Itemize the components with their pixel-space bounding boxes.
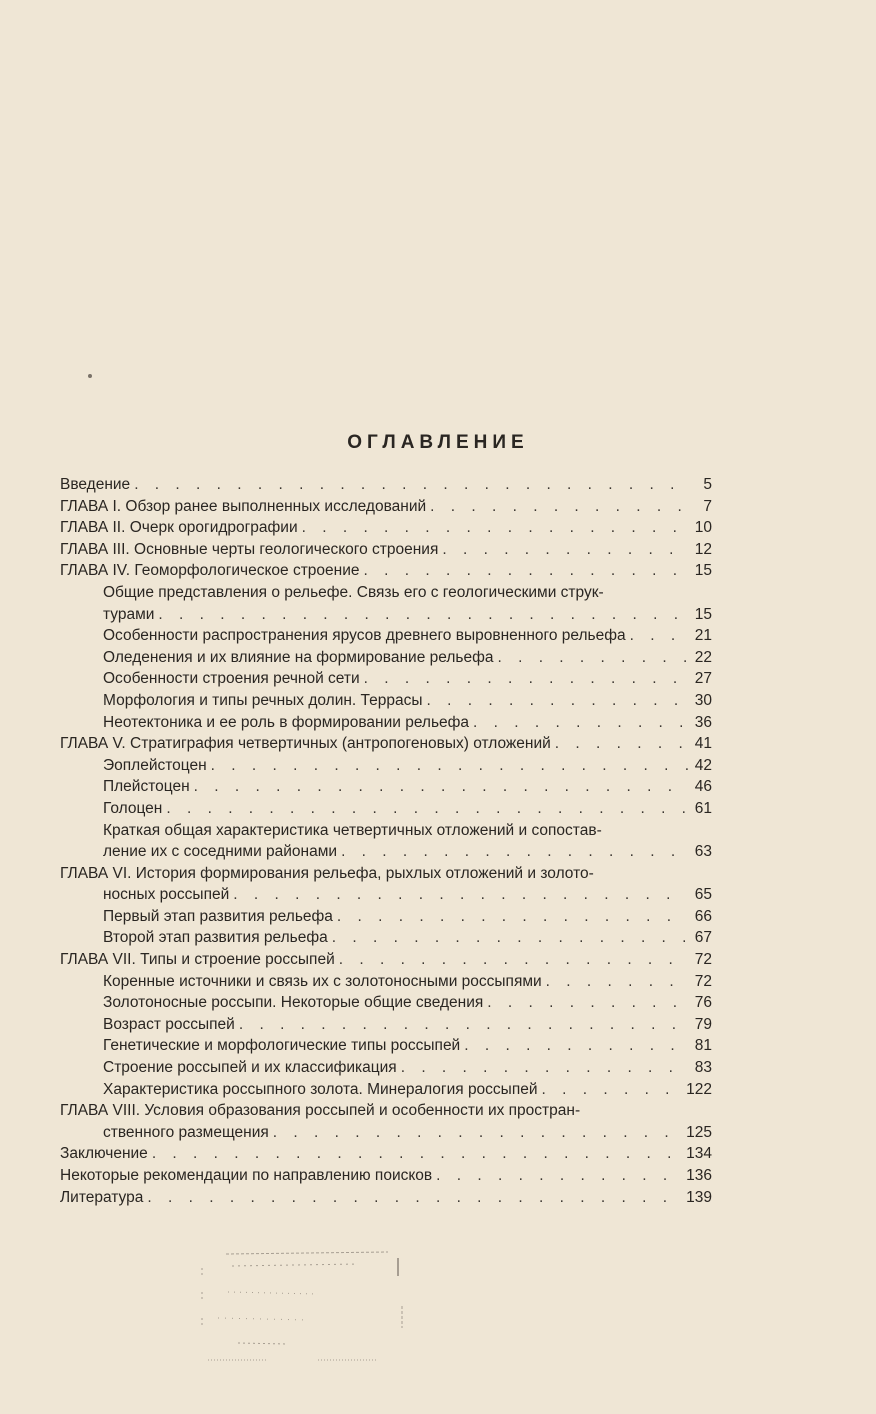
toc-entry[interactable] <box>60 733 712 755</box>
toc-page-number: 30 <box>694 691 712 709</box>
toc-entry[interactable] <box>60 625 712 647</box>
toc-entry[interactable] <box>60 604 712 626</box>
toc-page-number: 15 <box>694 605 712 623</box>
toc-entry[interactable] <box>60 1165 712 1187</box>
toc-entry[interactable] <box>60 906 712 928</box>
toc-entry-text: Литература <box>60 1188 144 1206</box>
toc-page-number: 22 <box>694 648 712 666</box>
toc-page-number: 42 <box>694 756 712 774</box>
toc-entry[interactable] <box>60 647 712 669</box>
toc-entry-text: ственного размещения <box>103 1123 269 1141</box>
toc-entry-text: Особенности распространения ярусов древнего выровненного рельефа <box>103 627 626 645</box>
dot-leader <box>332 927 688 949</box>
toc-page-number: 7 <box>703 497 712 515</box>
dot-leader <box>427 690 689 712</box>
toc-entry-first-line[interactable]: ГЛАВА VIII. Условия образования россыпей и особенности их простран- <box>60 1102 581 1120</box>
toc-page-number: 81 <box>694 1037 712 1055</box>
dot-leader <box>546 971 688 993</box>
toc-entry[interactable] <box>60 776 712 798</box>
toc-entry-text: носных россыпей <box>103 886 230 904</box>
toc-page-number: 134 <box>686 1145 712 1163</box>
toc-page-number: 79 <box>694 1015 712 1033</box>
toc-entry[interactable] <box>60 949 712 971</box>
toc-page-number: 83 <box>694 1059 712 1077</box>
dot-leader <box>194 776 688 798</box>
toc-page-number: 10 <box>694 519 712 537</box>
toc-entry-first-line[interactable]: Краткая общая характеристика четвертичных отложений и сопостав- <box>103 821 602 839</box>
toc-page-number: 21 <box>694 627 712 645</box>
toc-page-number: 65 <box>694 886 712 904</box>
toc-entry-text: Некоторые рекомендации по направлению поисков <box>60 1167 433 1184</box>
toc-entry[interactable] <box>60 841 712 863</box>
toc-entry[interactable] <box>60 1057 712 1079</box>
dot-leader <box>401 1057 688 1079</box>
toc-entry[interactable] <box>60 474 712 496</box>
ink-speck <box>88 374 92 378</box>
dot-leader <box>630 625 688 647</box>
dot-leader <box>430 496 688 518</box>
toc-page-number: 15 <box>694 562 712 580</box>
toc-entry[interactable] <box>60 1035 712 1057</box>
toc-entry[interactable] <box>60 539 712 561</box>
dot-leader <box>436 1165 682 1187</box>
dot-leader <box>134 474 688 496</box>
dot-leader <box>233 884 688 906</box>
toc-entry[interactable] <box>60 971 712 993</box>
toc-entry-text: Возраст россыпей <box>103 1015 235 1033</box>
toc-entry-text: Первый этап развития рельефа <box>103 907 333 925</box>
toc-page-number: 67 <box>694 929 712 947</box>
toc-entry-text: Морфология и типы речных долин. Террасы <box>103 691 423 709</box>
toc-entry-text: Заключение <box>60 1145 148 1163</box>
toc-entry[interactable] <box>60 1122 712 1144</box>
toc-entry[interactable] <box>60 712 712 734</box>
dot-leader <box>442 539 688 561</box>
toc-entry[interactable] <box>60 496 712 518</box>
toc-entry[interactable] <box>60 560 712 582</box>
toc-entry-text: ление их с соседними районами <box>103 843 338 861</box>
toc-entry[interactable] <box>60 927 712 949</box>
dot-leader <box>341 841 688 863</box>
dot-leader <box>542 1079 683 1101</box>
dot-leader <box>273 1122 682 1144</box>
dot-leader <box>497 647 688 669</box>
toc-entry-text: Золотоносные россыпи. Некоторые общие сведения <box>103 994 484 1012</box>
toc-page-number: 136 <box>686 1167 712 1184</box>
toc-entry[interactable] <box>60 1187 712 1209</box>
dot-leader <box>464 1035 688 1057</box>
toc-page-number: 76 <box>694 994 712 1012</box>
toc-page-number: 139 <box>686 1188 712 1206</box>
toc-entry-text: Второй этап развития рельефа <box>103 929 328 947</box>
toc-entry-text: ГЛАВА VII. Типы и строение россыпей <box>60 951 335 969</box>
toc-page-number: 36 <box>694 713 712 731</box>
dot-leader <box>152 1143 682 1165</box>
toc-page-number: 72 <box>694 972 712 990</box>
toc-page-number: 61 <box>694 799 712 817</box>
dot-leader <box>211 755 688 777</box>
toc-page-number: 12 <box>694 540 712 558</box>
toc-entry[interactable] <box>60 755 712 777</box>
toc-entry-text: Эоплейстоцен <box>103 756 207 774</box>
dot-leader <box>487 992 688 1014</box>
toc-entry-text: Строение россыпей и их классификация <box>103 1059 397 1077</box>
dot-leader <box>158 604 688 626</box>
toc-page-number: 41 <box>694 735 712 753</box>
toc-entry-text: ГЛАВА II. Очерк орогидрографии <box>60 519 298 537</box>
toc-page-number: 72 <box>694 951 712 969</box>
toc-entry-first-line[interactable]: ГЛАВА VI. История формирования рельефа, рыхлых отложений и золото- <box>60 864 594 882</box>
dot-leader <box>147 1187 682 1209</box>
toc-entry-text: Введение <box>60 476 131 493</box>
toc-entry-text: ГЛАВА I. Обзор ранее выполненных исследований <box>60 497 427 515</box>
toc-entry[interactable] <box>60 517 712 539</box>
toc-page-number: 122 <box>686 1080 712 1098</box>
toc-entry-text: Неотектоника и ее роль в формировании рельефа <box>103 713 470 731</box>
dot-leader <box>364 560 688 582</box>
toc-page-number: 125 <box>686 1123 712 1141</box>
toc-entry-text: Голоцен <box>103 799 163 817</box>
dot-leader <box>364 668 688 690</box>
toc-page-number: 63 <box>694 843 712 861</box>
toc-page-number: 66 <box>694 907 712 925</box>
toc-entry-text: ГЛАВА III. Основные черты геологического строения <box>60 540 439 558</box>
dot-leader <box>337 906 688 928</box>
toc-entry-text: Коренные источники и связь их с золотоносными россыпями <box>103 972 542 990</box>
toc-page-number: 46 <box>694 778 712 796</box>
toc-entry-text: ГЛАВА IV. Геоморфологическое строение <box>60 562 360 580</box>
toc-entry[interactable] <box>60 1143 712 1165</box>
toc-entry-text: Плейстоцен <box>103 778 190 796</box>
toc-entry[interactable] <box>60 884 712 906</box>
toc-entry-text: ГЛАВА V. Стратиграфия четвертичных (антропогеновых) отложений <box>60 735 551 753</box>
dot-leader <box>166 798 688 820</box>
page-title: ОГЛАВЛЕНИЕ <box>347 432 529 453</box>
table-of-contents <box>60 474 712 1208</box>
toc-entry-text: Характеристика россыпного золота. Минералогия россыпей <box>103 1080 538 1098</box>
dot-leader <box>555 733 688 755</box>
toc-entry[interactable] <box>60 992 712 1014</box>
toc-entry-text: турами <box>103 605 155 623</box>
toc-entry[interactable] <box>60 690 712 712</box>
toc-entry[interactable] <box>60 668 712 690</box>
toc-entry[interactable] <box>60 798 712 820</box>
faded-library-stamp <box>198 1248 408 1363</box>
dot-leader <box>302 517 688 539</box>
toc-entry-first-line[interactable]: Общие представления о рельефе. Связь его с геологическими струк- <box>103 583 604 601</box>
dot-leader <box>239 1014 688 1036</box>
toc-page-number: 27 <box>694 670 712 688</box>
dot-leader <box>473 712 688 734</box>
toc-entry[interactable] <box>60 1014 712 1036</box>
toc-entry-text: Особенности строения речной сети <box>103 670 360 688</box>
toc-entry-text: Генетические и морфологические типы россыпей <box>103 1037 461 1055</box>
dot-leader <box>339 949 688 971</box>
toc-page-number: 5 <box>703 476 712 493</box>
toc-entry-text: Оледенения и их влияние на формирование рельефа <box>103 648 494 666</box>
toc-entry[interactable] <box>60 1079 712 1101</box>
